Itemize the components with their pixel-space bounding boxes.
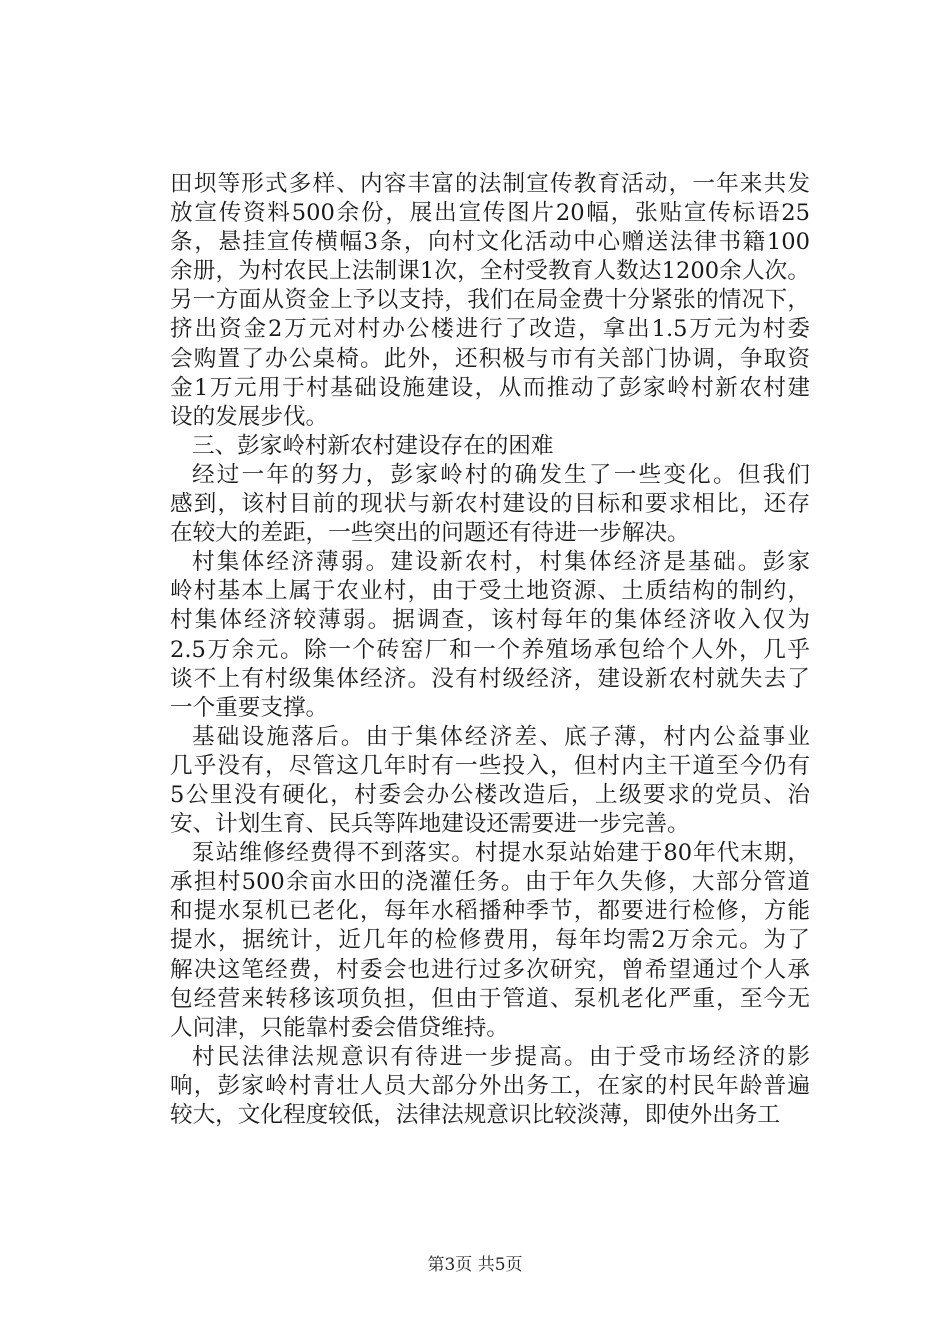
paragraph: [170, 432, 810, 461]
text-line: 挤出资金2万元对村办公楼进行了改造，拿出1.5万元为村委: [170, 316, 810, 343]
paragraph: [170, 170, 810, 432]
text-line: 泵站维修经费得不到落实。村提水泵站始建于80年代末期，: [192, 840, 810, 867]
text-line: 经过一年的努力，彭家岭村的确发生了一些变化。但我们: [192, 461, 810, 488]
text-line: 一个重要支撑。: [170, 694, 329, 721]
text-line: 谈不上有村级集体经济。没有村级经济，建设新农村就失去了: [170, 665, 810, 692]
text-line: 感到，该村目前的现状与新农村建设的目标和要求相比，还存: [170, 491, 810, 518]
text-line: 2.5万余元。除一个砖窑厂和一个养殖场承包给个人外，几乎: [170, 636, 810, 663]
paragraph: [170, 461, 810, 548]
text-line: 金1万元用于村基础设施建设，从而推动了彭家岭村新农村建: [170, 374, 810, 401]
text-line: 在较大的差距，一些突出的问题还有待进一步解决。: [170, 520, 690, 547]
text-line: 放宣传资料500余份，展出宣传图片20幅，张贴宣传标语25: [170, 200, 810, 227]
text-line: 响，彭家岭村青壮人员大部分外出务工，在家的村民年龄普遍: [170, 1072, 810, 1099]
text-line: 余册，为村农民上法制课1次，全村受教育人数达1200余人次。: [170, 258, 810, 285]
paragraph: [170, 839, 810, 1043]
text-line: 村集体经济较薄弱。据调查，该村每年的集体经济收入仅为: [170, 607, 810, 634]
text-line: 较大，文化程度较低，法律法规意识比较淡薄，即使外出务工: [170, 1102, 781, 1128]
text-line: 解决这笔经费，村委会也进行过多次研究，曾希望通过个人承: [170, 956, 810, 983]
text-line: 提水，据统计，近几年的检修费用，每年均需2万余元。为了: [170, 927, 810, 954]
paragraph: [170, 548, 810, 723]
text-line: 田坝等形式多样、内容丰富的法制宣传教育活动，一年来共发: [170, 171, 810, 197]
text-line: 承担村500余亩水田的浇灌任务。由于年久失修，大部分管道: [170, 869, 810, 896]
text-line: 5公里没有硬化，村委会办公楼改造后，上级要求的党员、治: [170, 781, 810, 808]
text-line: 村民法律法规意识有待进一步提高。由于受市场经济的影: [192, 1043, 810, 1070]
text-line: 和提水泵机已老化，每年水稻播种季节，都要进行检修，方能: [170, 898, 810, 925]
text-line: 村集体经济薄弱。建设新农村，村集体经济是基础。彭家: [192, 549, 810, 576]
text-line: 条，悬挂宣传横幅3条，向村文化活动中心赠送法律书籍100: [170, 229, 810, 256]
page-footer: 第3页 共5页: [427, 1255, 523, 1275]
text-line: 安、计划生育、民兵等阵地建设还需要进一步完善。: [170, 811, 690, 838]
paragraph: [170, 723, 810, 839]
text-line: 会购置了办公桌椅。此外，还积极与市有关部门协调，争取资: [170, 345, 810, 372]
text-line: 三、彭家岭村新农村建设存在的困难: [192, 432, 554, 459]
text-line: 包经营来转移该项负担，但由于管道、泵机老化严重，至今无: [170, 985, 810, 1012]
text-line: 岭村基本上属于农业村，由于受土地资源、土质结构的制约，: [170, 578, 810, 605]
document-body: [170, 170, 810, 1130]
paragraph: [170, 1043, 810, 1130]
text-line: 几乎没有，尽管这几年时有一些投入，但村内主干道至今仍有: [170, 752, 810, 779]
text-line: 人问津，只能靠村委会借贷维持。: [170, 1014, 509, 1041]
text-line: 基础设施落后。由于集体经济差、底子薄，村内公益事业: [192, 723, 810, 750]
text-line: 另一方面从资金上予以支持，我们在局金费十分紧张的情况下，: [170, 287, 810, 314]
text-line: 设的发展步伐。: [170, 403, 329, 430]
